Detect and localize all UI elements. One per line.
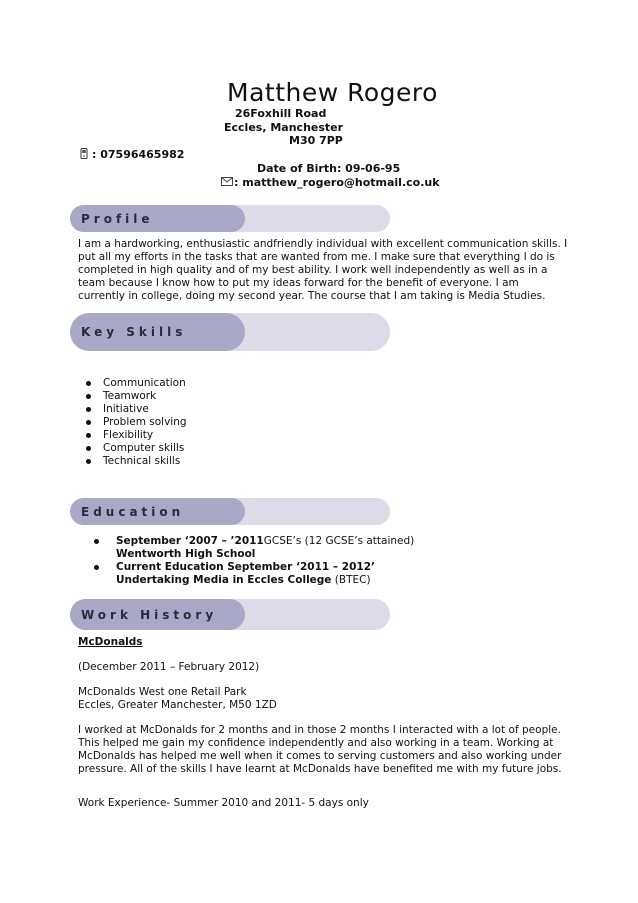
list-item: Communication [86,377,187,390]
education-list [94,535,414,587]
mobile-phone-icon [80,148,88,159]
education-school: Undertaking Media in Eccles College [116,574,332,586]
list-item: Teamwork [86,390,187,403]
list-item [94,561,414,587]
phone-number: : 07596465982 [92,148,185,161]
skills-list [86,377,187,468]
profile-heading: Profile [81,211,154,226]
education-school: Wentworth High School [116,548,256,560]
education-dates: Current Education September ‘2011 – 2012’ [116,561,375,573]
list-item: Technical skills [86,455,187,468]
education-dates: September ‘2007 – ’2011 [116,535,264,547]
education-school-note: (BTEC) [331,574,371,586]
address-line-2: Eccles, Manchester [224,121,344,134]
education-detail: GCSE’s (12 GCSE’s attained) [263,535,415,547]
list-item: Flexibility [86,429,187,442]
envelope-icon [221,176,233,185]
profile-text: I am a hardworking, enthusiastic andfriendly individual with excellent communication skills. I put all my efforts in the tasks that are wanted from me. I make sure that everything I do is completed in high quality and of my best ability. I work well independently as well as in a team because I know how to put my ideas forward for the benefit of everyone. I am currently in college, doing my second year. The course that I am taking is Media Studies. [78,238,568,302]
list-item [94,535,414,561]
employer-address-line-2: Eccles, Greater Manchester, M50 1ZD [78,699,277,711]
employment-period: (December 2011 – February 2012) [78,661,260,673]
phone-row [80,148,184,161]
work-experience: Work Experience- Summer 2010 and 2011- 5 days only [78,797,369,809]
address-line-1: 26Foxhill Road [235,107,327,120]
date-of-birth: Date of Birth: 09-06-95 [257,162,401,175]
list-item: Problem solving [86,416,187,429]
key-skills-heading: Key Skills [81,325,187,339]
employer-address-line-1: McDonalds West one Retail Park [78,686,247,698]
email-row [221,176,440,189]
work-description: I worked at McDonalds for 2 months and in those 2 months I interacted with a lot of people. This helped me gain my confidence independently and also working in a team. Working at McDonalds has helped me well when it comes to serving customers and also working under pressure. All of the skills I have learnt at McDonalds have benefited me with my future jobs. [78,724,562,775]
education-heading: Education [81,504,185,519]
list-item: Initiative [86,403,187,416]
list-item: Computer skills [86,442,187,455]
applicant-name: Matthew Rogero [227,78,438,107]
email-address[interactable]: : matthew_rogero@hotmail.co.uk [234,176,440,189]
employer-name: McDonalds [78,636,143,648]
address-line-3: M30 7PP [289,134,343,147]
work-history-heading: Work History [81,607,218,622]
